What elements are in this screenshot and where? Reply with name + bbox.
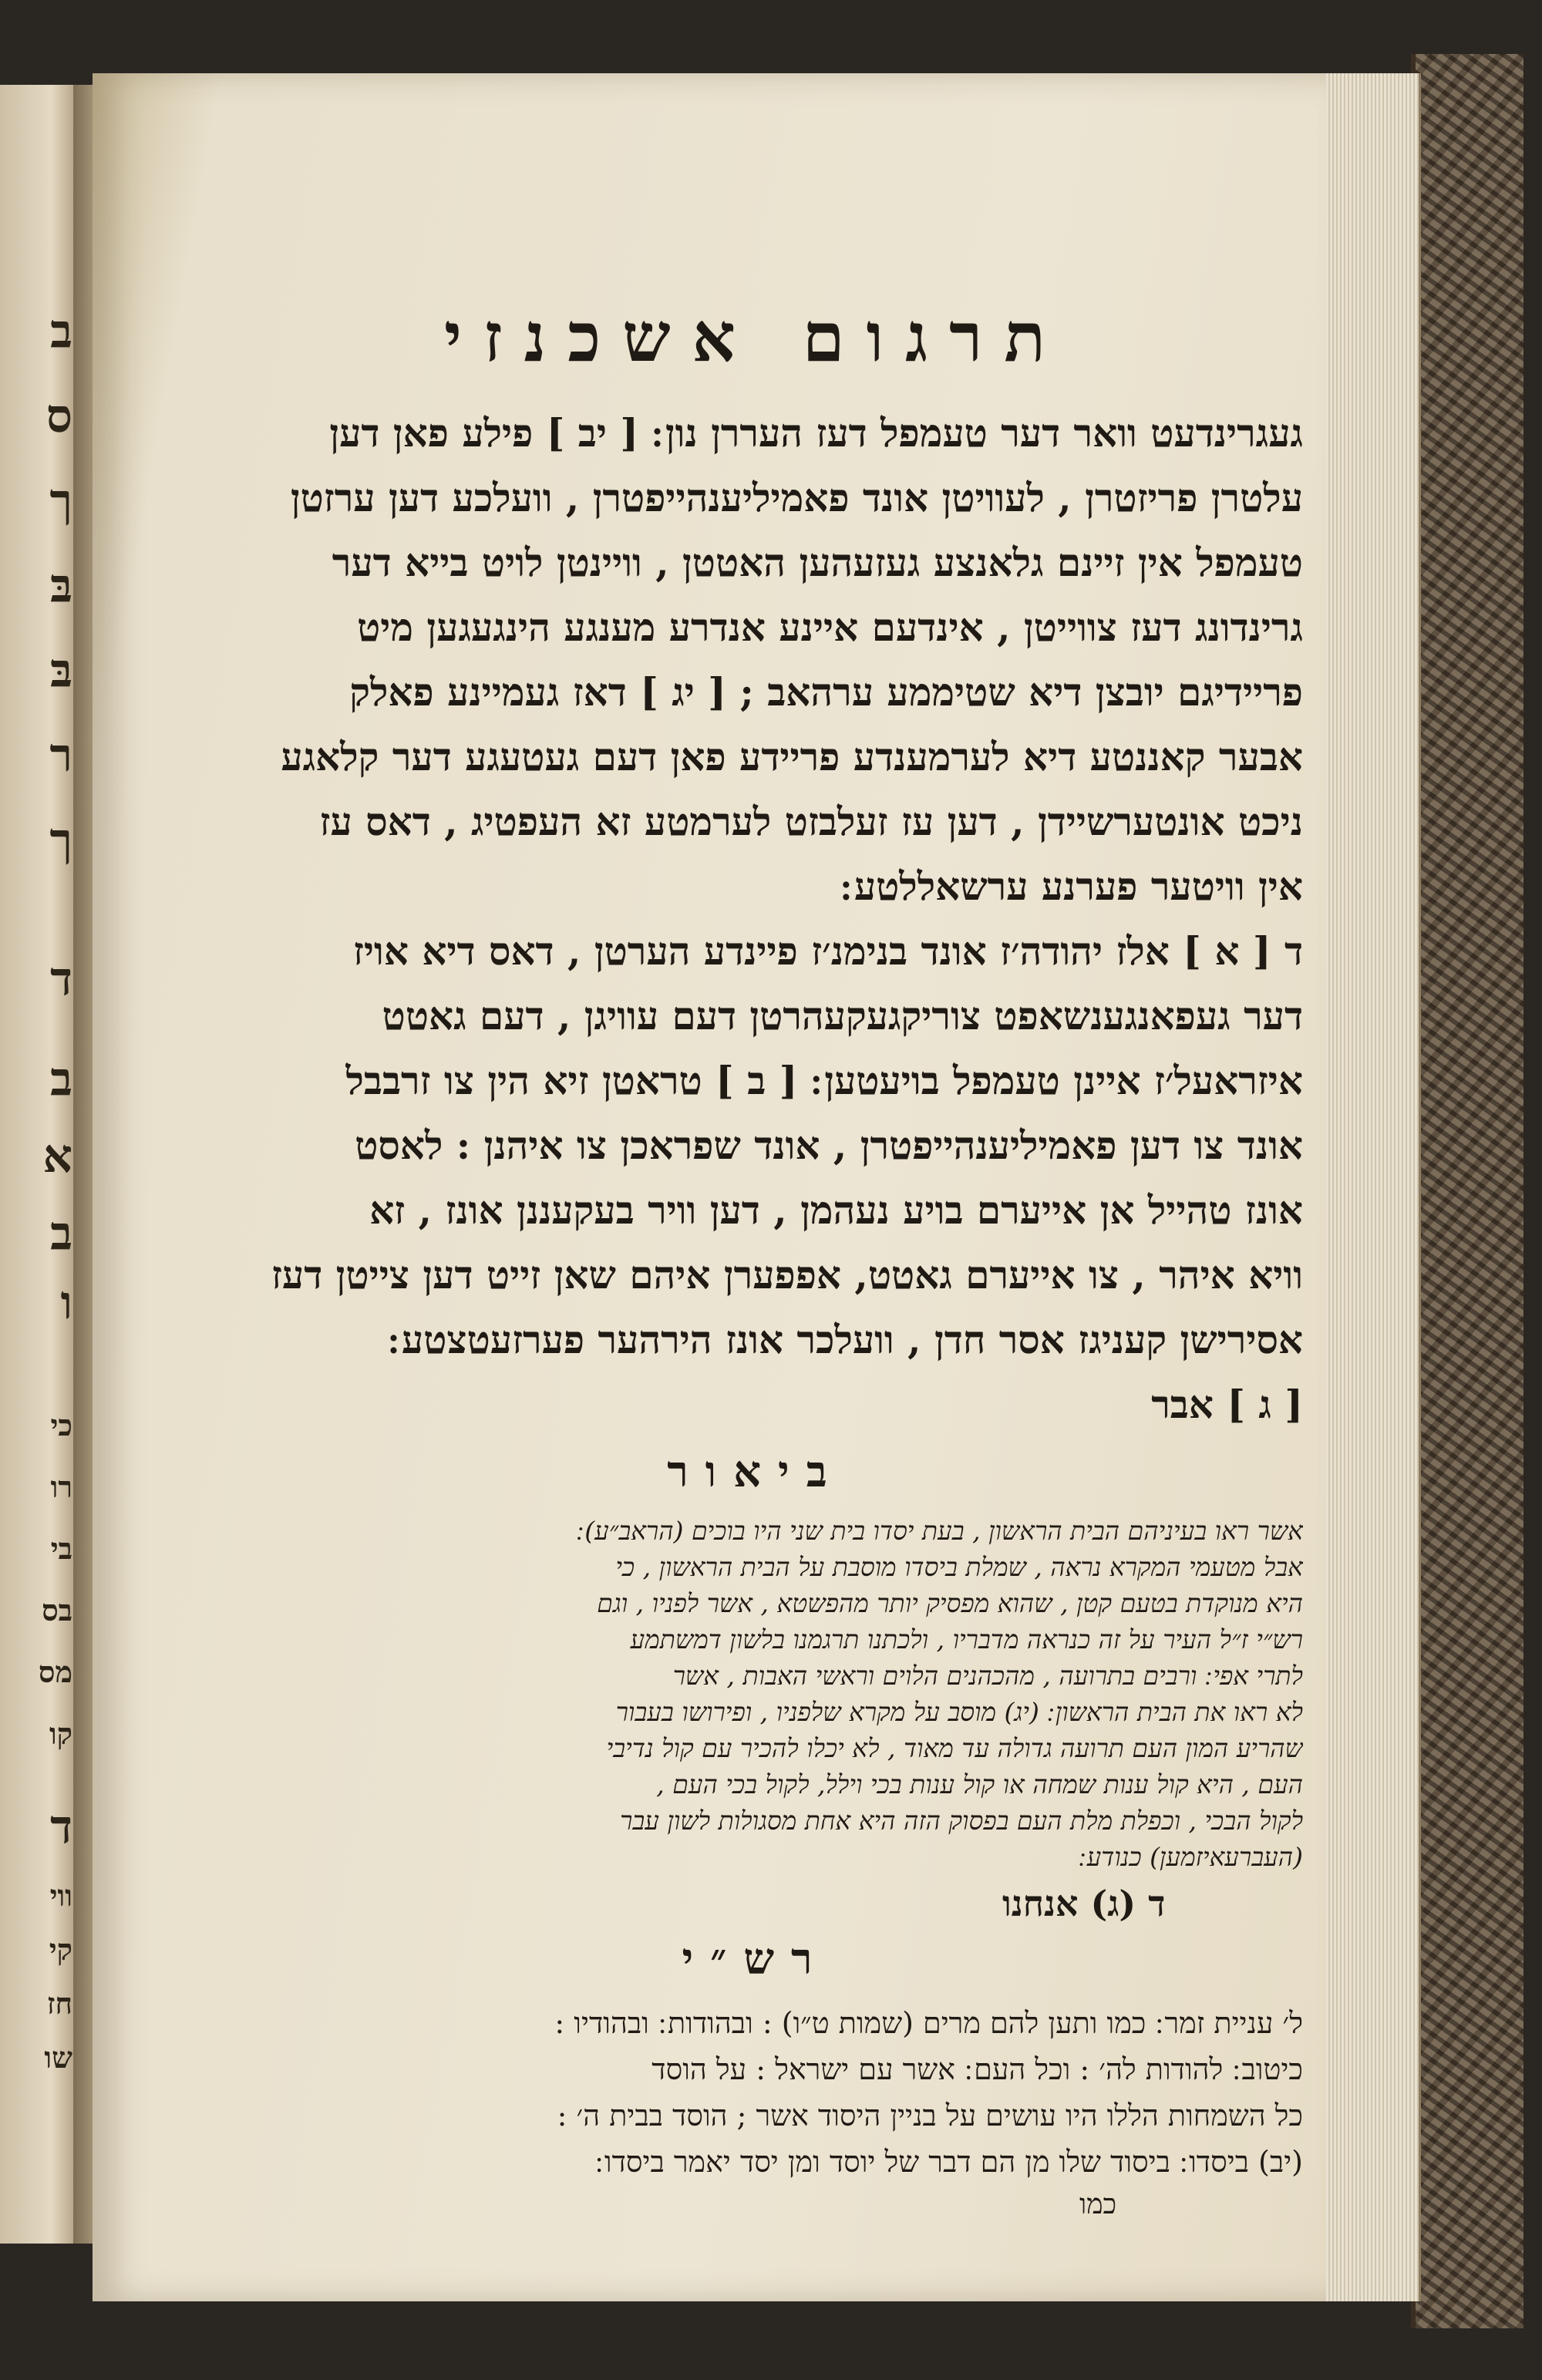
- targum-line: [ ג ] אבר: [1151, 1382, 1303, 1427]
- facing-page-fragment: ב: [50, 305, 72, 359]
- biur-line: לקול הבכי , וכפלת מלת העם בפסוק הזה היא אחת מסגולות לשון עבר: [620, 1806, 1303, 1836]
- targum-paragraph-1: [208, 401, 1303, 919]
- rashi-line: כל השמחות הללו היו עושים על בניין היסוד אשר ; הוסד בבית ה׳ :: [557, 2099, 1303, 2133]
- facing-page-fragment: ו: [60, 1276, 72, 1330]
- facing-page-fragment: ד: [50, 952, 72, 1006]
- rashi-heading: רש״י: [682, 1934, 830, 1984]
- facing-page-fragment: רו: [50, 1469, 72, 1504]
- facing-page-fragment: חז: [46, 1986, 72, 2021]
- facing-page-fragment: ווי: [49, 1878, 72, 1913]
- biur-commentary: [208, 1513, 1303, 1875]
- page-title: תרגום אשכנזי: [443, 297, 1068, 377]
- facing-page-fragment: ך: [49, 813, 72, 867]
- facing-page-fragment: בי: [50, 1531, 72, 1566]
- facing-page-fragment: ר: [49, 729, 72, 783]
- targum-line: ניכט אונטערשיידן , דען עז זעלבזט לערמטע זא העפטיג , דאס עז: [319, 799, 1303, 844]
- targum-line: דער געפאנגענשאפט צוריקגעקעהרטן דעם עוויגן , דעם גאטט: [382, 993, 1303, 1039]
- page-content: [208, 212, 1303, 2220]
- facing-page-fragment: בס: [42, 1593, 72, 1628]
- targum-line: גרינדונג דעז צווייטן , אינדעם איינע אנדרע מענגע הינגעגען מיט: [357, 604, 1303, 650]
- targum-line: אונז טהייל אן אייערם בויע נעהמן , דען וויר בעקעננן אונז , זא: [369, 1187, 1303, 1233]
- facing-page-fragment: ס: [45, 389, 72, 443]
- facing-page-fragment: קי: [49, 1932, 72, 1967]
- book-page: [93, 73, 1326, 2301]
- targum-line: עלטרן פריזטרן , לעוויטן אונד פאמיליענהייפטרן , וועלכע דען ערזטן: [290, 475, 1303, 520]
- facing-page-fragment: בּ: [50, 559, 72, 613]
- facing-page-fragment: ד: [50, 1800, 72, 1854]
- biur-line: (העברעאיזמען) כנודע ׃: [1079, 1842, 1303, 1872]
- targum-line: איזראעל׳ז איינן טעמפל בויעטען ׃ [ ב ] טראטן זיא הין צו זרבבל: [345, 1058, 1303, 1103]
- biur-line: לא ראו את הבית הראשון ׃ (יג) מוסב על מקרא שלפניו , ופירושו בעבור: [615, 1697, 1303, 1727]
- biur-line: לתרי אפי ׃ ורבים בתרועה , מהכהנים הלוים וראשי האבות , אשר: [672, 1661, 1303, 1691]
- biur-line: העם , היא קול ענות שמחה או קול ענות בכי וילל, לקול בכי העם ,: [656, 1769, 1303, 1799]
- facing-page-fragment: א: [42, 1129, 72, 1183]
- targum-line: אבער קאננטע דיא לערמענדע פריידע פאן דעם געטעגע דער קלאגע: [281, 734, 1303, 779]
- biur-heading: ביאור: [667, 1446, 844, 1497]
- facing-page-fragment: ב: [50, 1207, 72, 1261]
- rashi-commentary: [208, 2000, 1303, 2185]
- catchword: ד (ג) אנחנו: [1002, 1883, 1166, 1924]
- facing-page-edge: [0, 85, 73, 2244]
- targum-line: אין וויטער פערנע ערשאללטע ׃: [840, 863, 1303, 909]
- rashi-line: כיטוב ׃ להודות לה׳ : וכל העם ׃ אשר עם ישראל : על הוסד: [651, 2052, 1303, 2086]
- facing-page-fragment: קו: [49, 1716, 72, 1751]
- targum-line: אונד צו דען פאמיליענהייפטרן , אונד שפראכן צו איהנן : לאסט: [355, 1123, 1303, 1168]
- facing-page-fragment: כי: [50, 1408, 72, 1442]
- targum-line: וויא איהר , צו אייערם גאטט, אפפערן איהם שאן זייט דען צייטן דעז: [271, 1252, 1303, 1298]
- targum-line: ד [ א ] אלז יהודה׳ז אונד בנימנ׳ז פיינדע הערטן , דאס דיא אויז: [352, 928, 1303, 974]
- facing-page-fragment: ב: [50, 1052, 72, 1106]
- facing-page-fragment: בּ: [50, 644, 72, 698]
- rashi-line: ל׳ עניית זמר ׃ כמו ותען להם מרים (שמות ט״ו) : ובהודות ׃ ובהודיו :: [554, 2006, 1303, 2040]
- targum-line: געגרינדעט וואר דער טעמפל דעז העררן נון ׃ [ יב ] פילע פאן דען: [329, 410, 1303, 456]
- biur-line: היא מנוקדת בטעם קטן , שהוא מפסיק יותר מהפשטא , אשר לפניו , וגם: [597, 1588, 1303, 1618]
- biur-line: אשר ראו בעיניהם הבית הראשון , בעת יסדו בית שני היו בוכים (הראב״ע) ׃: [576, 1516, 1303, 1546]
- facing-page-fragment: מס: [38, 1655, 72, 1689]
- targum-line: אסירישן קעניגז אסר חדן , וועלכר אונז הירהער פערזעטצטע ׃: [388, 1317, 1303, 1362]
- marbled-board: [1411, 54, 1523, 2328]
- biur-line: אבל מטעמי המקרא נראה , שמלת ביסדו מוסבת על הבית הראשון , כי: [615, 1552, 1303, 1582]
- targum-line: טעמפל אין זיינם גלאנצע געזעהען האטטן , וויינטן לויט בייא דער: [332, 540, 1303, 585]
- rashi-line: (יב) ביסדו ׃ ביסוד שלו מן הם דבר של יוסד ומן יסד יאמר ביסדו ׃: [594, 2145, 1303, 2179]
- targum-paragraph-2: [208, 919, 1303, 1437]
- targum-line: פריידיגם יובצן דיא שטיממע ערהאב ; [ יג ] דאז געמיינע פאלק: [349, 669, 1303, 715]
- biur-line: רש״י ז״ל העיר על זה כנראה מדבריו , ולכתנו תרגמנו בלשון דמשתמע: [630, 1624, 1303, 1655]
- biur-line: שהריע המון העם תרועה גדולה עד מאוד , לא יכלו להכיר עם קול נדיבי: [606, 1733, 1303, 1763]
- facing-page-fragment: שו: [44, 2040, 72, 2075]
- bottom-catchword: כמו: [1079, 2189, 1117, 2220]
- facing-page-fragment: ך: [49, 474, 72, 528]
